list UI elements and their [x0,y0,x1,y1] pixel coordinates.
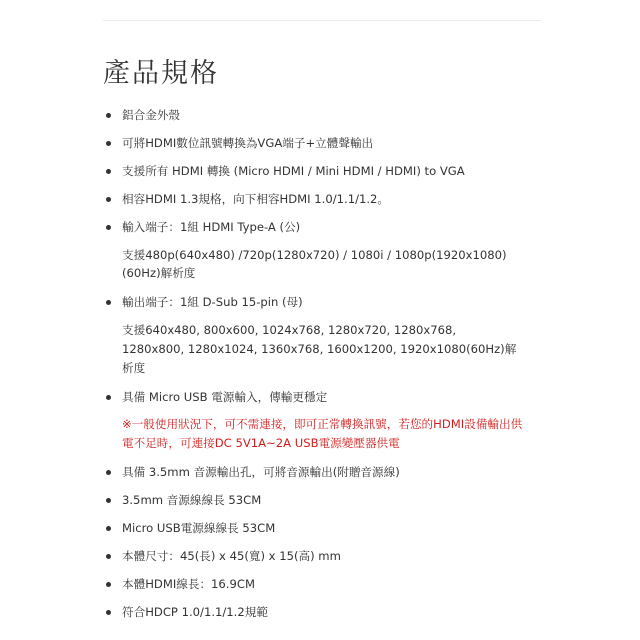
spec-detail-line: 析度 [122,361,146,375]
power-note-line: ※一般使用狀況下，可不需連接，即可正常轉換訊號，若您的HDMI設備輸出供 [122,417,523,431]
spec-detail-line: 1280x800, 1280x1024, 1360x768, 1600x1200, 1920x1080(60Hz)解 [122,342,517,356]
bullet-icon [106,395,111,400]
spec-item: 具備 Micro USB 電源輸入，傳輸更穩定 [122,390,328,404]
spec-item: 符合HDCP 1.0/1.1/1.2規範 [122,605,268,619]
bullet-icon [106,470,111,475]
spec-item: 具備 3.5mm 音源輸出孔，可將音源輸出(附贈音源線) [122,465,400,479]
spec-item: Micro USB電源線線長 53CM [122,521,276,535]
spec-item: 輸出端子：1組 D-Sub 15-pin (母) [122,295,303,309]
bullet-icon [106,526,111,531]
spec-item: 支援所有 HDMI 轉換 (Micro HDMI / Mini HDMI / HDMI) to VGA [122,164,465,178]
spec-item: 3.5mm 音源線線長 53CM [122,493,262,507]
bullet-icon [106,169,111,174]
spec-item: 可將HDMI數位訊號轉換為VGA端子+立體聲輸出 [122,136,374,150]
spec-item: 相容HDMI 1.3規格，向下相容HDMI 1.0/1.1/1.2。 [122,192,390,206]
bullet-icon [106,498,111,503]
spec-item: 本體HDMI線長：16.9CM [122,577,255,591]
bullet-icon [106,554,111,559]
spec-detail-line: 支援640x480, 800x600, 1024x768, 1280x720, 1280x768, [122,323,457,337]
bullet-icon [106,300,111,305]
bullet-icon [106,197,111,202]
bullet-icon [106,582,111,587]
spec-detail-line: 支援480p(640x480) /720p(1280x720) / 1080i / 1080p(1920x1080) [122,248,507,262]
page-title: 產品規格 [103,58,219,89]
spec-item: 輸入端子：1組 HDMI Type-A (公) [122,220,301,234]
bullet-icon [106,610,111,615]
bullet-icon [106,141,111,146]
spec-item: 鋁合金外殼 [122,108,180,122]
spec-item: 本體尺寸：45(長) x 45(寬) x 15(高) mm [122,549,341,563]
bullet-icon [106,225,111,230]
bullet-icon [106,113,111,118]
power-note-line: 電不足時，可連接DC 5V1A~2A USB電源變壓器供電 [122,436,400,450]
spec-detail-line: (60Hz)解析度 [122,266,196,280]
